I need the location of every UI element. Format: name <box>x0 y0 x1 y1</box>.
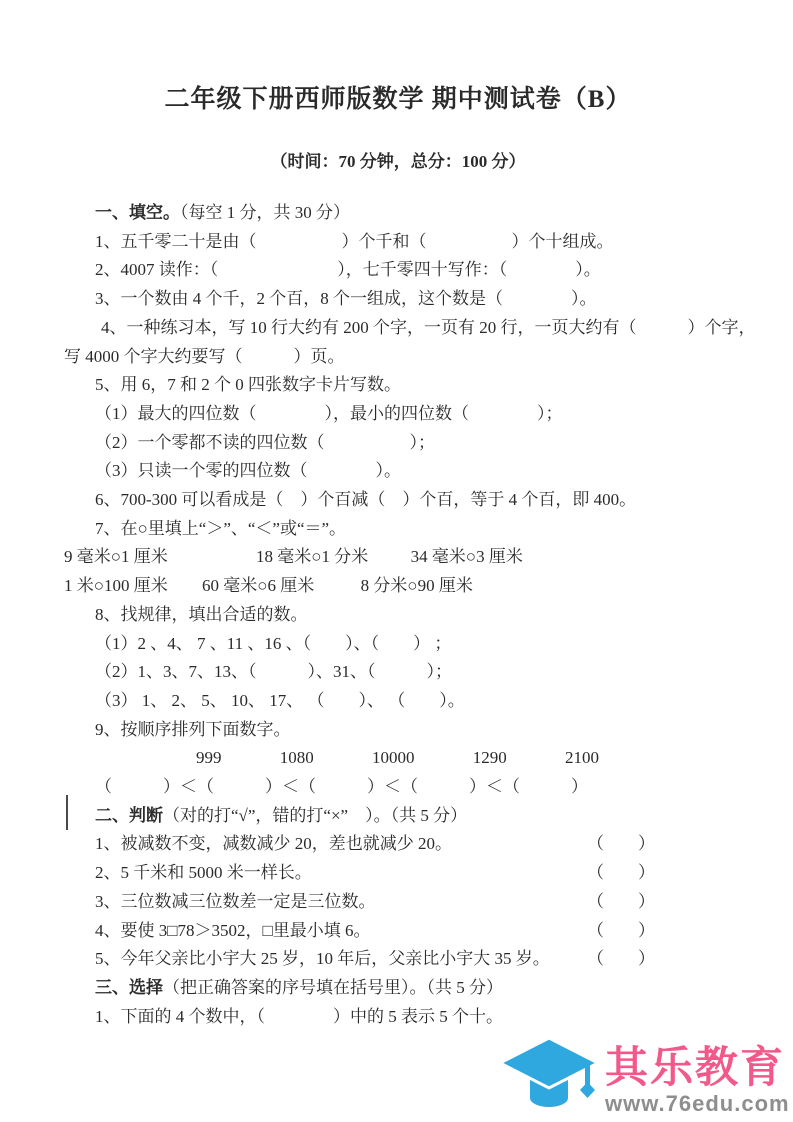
graduation-cap-icon <box>497 1036 601 1122</box>
judge-item-3 <box>64 888 655 917</box>
judge-item-5 <box>64 945 655 974</box>
compare-item: 60 毫米○6 厘米 <box>202 576 315 596</box>
section-judge-heading-note: （对的打“√”，错的打“×” ）。（共 5 分） <box>163 805 468 825</box>
fill-q2: 2、4007 读作：（ ），七千零四十写作：（ ）。 <box>95 260 601 280</box>
choice-q1: 1、下面的 4 个数中，（ ）中的 5 表示 5 个十。 <box>95 1006 503 1026</box>
compare-item: 1 米○100 厘米 <box>64 576 168 596</box>
section-choice-heading-note: （把正确答案的序号填在括号里）。（共 5 分） <box>163 977 503 997</box>
number-item: 1080 <box>279 748 314 768</box>
fill-q5: 5、用 6，7 和 2 个 0 四张数字卡片写数。 <box>95 375 401 395</box>
judge-item-2 <box>64 859 655 888</box>
fill-q8-sub3: （3） 1、 2、 5、 10、 17、 （ ）、 （ ）。 <box>95 690 465 710</box>
judge-text: 2、5 千米和 5000 米一样长。 <box>95 863 312 883</box>
judge-answer-blank: （ ） <box>587 920 655 940</box>
compare-item: 34 毫米○3 厘米 <box>410 547 523 567</box>
fill-q5-sub3: （3）只读一个零的四位数（ ）。 <box>95 461 401 481</box>
exam-info: （时间：70 分钟，总分：100 分） <box>270 152 526 171</box>
section-judge-heading-title: 二、判断 <box>95 805 163 825</box>
fill-q4-line1: 4、一种练习本，写 10 行大约有 200 个字，一页有 20 行，一页大约有（ ）个字， <box>101 317 756 337</box>
fill-q5-sub2: （2）一个零都不读的四位数（ ）； <box>95 432 435 452</box>
fill-q9-numbers <box>64 744 732 773</box>
section-choice-heading <box>64 974 732 1003</box>
compare-item: 9 毫米○1 厘米 <box>64 547 168 567</box>
compare-item: 18 毫米○1 分米 <box>256 547 369 567</box>
section-fill-heading-note: （每空 1 分，共 30 分） <box>180 203 350 222</box>
publisher-url: www.76edu.com <box>605 1090 790 1116</box>
fill-q9: 9、按顺序排列下面数字。 <box>95 719 291 739</box>
fill-q8-sub2: （2）1、3、7、13、（ ）、31、（ ）； <box>95 662 452 682</box>
compare-item: 8 分米○90 厘米 <box>360 576 473 596</box>
number-item: 999 <box>196 748 222 768</box>
fill-q4-line2: 写 4000 个字大约要写（ ）页。 <box>64 346 345 366</box>
number-item: 10000 <box>372 748 415 768</box>
fill-q3: 3、一个数由 4 个千，2 个百，8 个一组成，这个数是（ ）。 <box>95 289 597 309</box>
fill-q8-sub1: （1）2 、4、 7 、11 、16 、（ ）、（ ） ； <box>95 633 452 653</box>
fill-q8: 8、找规律，填出合适的数。 <box>95 604 308 624</box>
judge-answer-blank: （ ） <box>587 949 655 969</box>
publisher-logo <box>497 1036 790 1122</box>
judge-text: 1、被减数不变，减数减少 20，差也就减少 20。 <box>95 834 452 854</box>
fill-q9-order-blanks: （ ）＜（ ）＜（ ）＜（ ）＜（ ） <box>95 777 588 797</box>
judge-answer-blank: （ ） <box>587 891 655 911</box>
section-fill-heading-title: 一、填空。 <box>95 203 180 222</box>
page-title: 二年级下册西师版数学 期中测试卷（B） <box>164 86 632 113</box>
fill-q6: 6、700-300 可以看成是（ ）个百减（ ）个百，等于 4 个百，即 400。 <box>95 490 637 510</box>
section-judge-heading <box>64 802 732 831</box>
judge-text: 4、要使 3□78＞3502，□里最小填 6。 <box>95 920 371 940</box>
number-item: 2100 <box>565 748 599 768</box>
publisher-logo-text <box>605 1044 790 1116</box>
judge-item-1 <box>64 830 655 859</box>
judge-answer-blank: （ ） <box>587 863 655 883</box>
fill-q7: 7、在○里填上“＞”、“＜”或“＝”。 <box>95 518 347 538</box>
fill-q5-sub1: （1）最大的四位数（ ），最小的四位数（ ）； <box>95 403 563 423</box>
fill-q7-compare-row2 <box>64 572 732 601</box>
margin-change-bar <box>66 795 68 830</box>
paper-content <box>64 0 756 1031</box>
fill-q7-compare-row1 <box>64 543 732 572</box>
fill-q1: 1、五千零二十是由（ ）个千和（ ）个十组成。 <box>95 231 614 251</box>
section-choice-heading-title: 三、选择 <box>95 977 163 997</box>
section-fill-heading <box>64 199 732 228</box>
publisher-name: 其乐教育 <box>605 1043 785 1092</box>
judge-text: 3、三位数减三位数差一定是三位数。 <box>95 891 376 911</box>
judge-answer-blank: （ ） <box>587 834 655 854</box>
judge-item-4 <box>64 917 655 946</box>
number-item: 1290 <box>472 748 507 768</box>
judge-text: 5、今年父亲比小宇大 25 岁，10 年后，父亲比小宇大 35 岁。 <box>95 949 550 969</box>
